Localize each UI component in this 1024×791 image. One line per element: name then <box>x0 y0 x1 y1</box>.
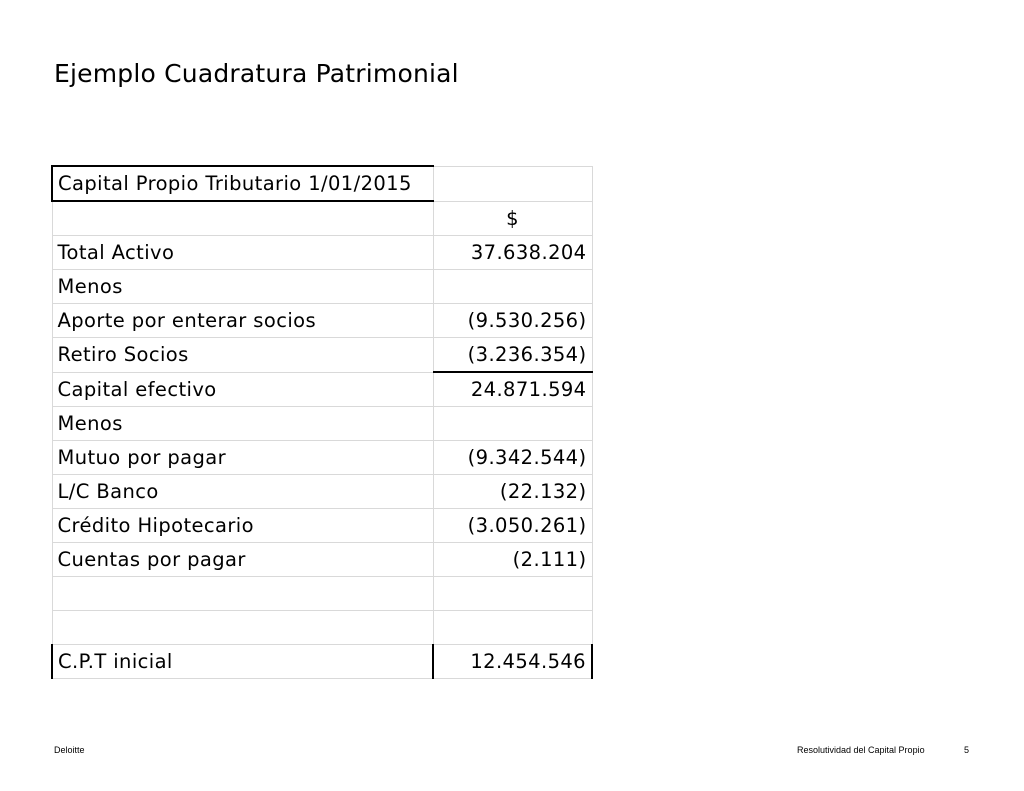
row-value <box>433 270 592 304</box>
blank-row <box>52 611 592 645</box>
blank-row <box>52 577 592 611</box>
total-row <box>52 645 592 679</box>
row-value <box>433 407 592 441</box>
blank-cell <box>52 611 433 645</box>
row-value: (2.111) <box>433 543 592 577</box>
page-title: Ejemplo Cuadratura Patrimonial <box>54 59 459 88</box>
row-value: (3.236.354) <box>433 338 592 373</box>
row-label: Aporte por enterar socios <box>52 304 433 338</box>
row-label: Retiro Socios <box>52 338 433 373</box>
table-row <box>52 475 592 509</box>
table-header-row <box>52 166 592 201</box>
row-label: Mutuo por pagar <box>52 441 433 475</box>
row-value: (9.530.256) <box>433 304 592 338</box>
row-label: Crédito Hipotecario <box>52 509 433 543</box>
table-header-label: Capital Propio Tributario 1/01/2015 <box>52 166 433 201</box>
table-row <box>52 372 592 407</box>
row-label: L/C Banco <box>52 475 433 509</box>
footer-page-number: 5 <box>964 745 970 755</box>
table-row <box>52 270 592 304</box>
row-value: (9.342.544) <box>433 441 592 475</box>
blank-cell <box>433 577 592 611</box>
table-row <box>52 509 592 543</box>
currency-empty-cell <box>52 201 433 236</box>
table-row <box>52 407 592 441</box>
row-label: Menos <box>52 270 433 304</box>
row-value: (3.050.261) <box>433 509 592 543</box>
row-value: 37.638.204 <box>433 236 592 270</box>
footer-brand: Deloitte <box>54 745 85 755</box>
total-value: 12.454.546 <box>433 645 592 679</box>
footer-document-title: Resolutividad del Capital Propio <box>797 745 925 755</box>
table-row <box>52 304 592 338</box>
row-label: Capital efectivo <box>52 372 433 407</box>
table-header-empty <box>433 166 592 201</box>
table-row <box>52 543 592 577</box>
row-label: Menos <box>52 407 433 441</box>
row-label: Total Activo <box>52 236 433 270</box>
table-currency-row <box>52 201 592 236</box>
currency-label: $ <box>433 201 592 236</box>
row-value: (22.132) <box>433 475 592 509</box>
total-label: C.P.T inicial <box>52 645 433 679</box>
row-label: Cuentas por pagar <box>52 543 433 577</box>
table-row <box>52 338 592 373</box>
row-value: 24.871.594 <box>433 372 592 407</box>
blank-cell <box>433 611 592 645</box>
blank-cell <box>52 577 433 611</box>
capital-table <box>51 165 593 679</box>
table-row <box>52 441 592 475</box>
table-row <box>52 236 592 270</box>
